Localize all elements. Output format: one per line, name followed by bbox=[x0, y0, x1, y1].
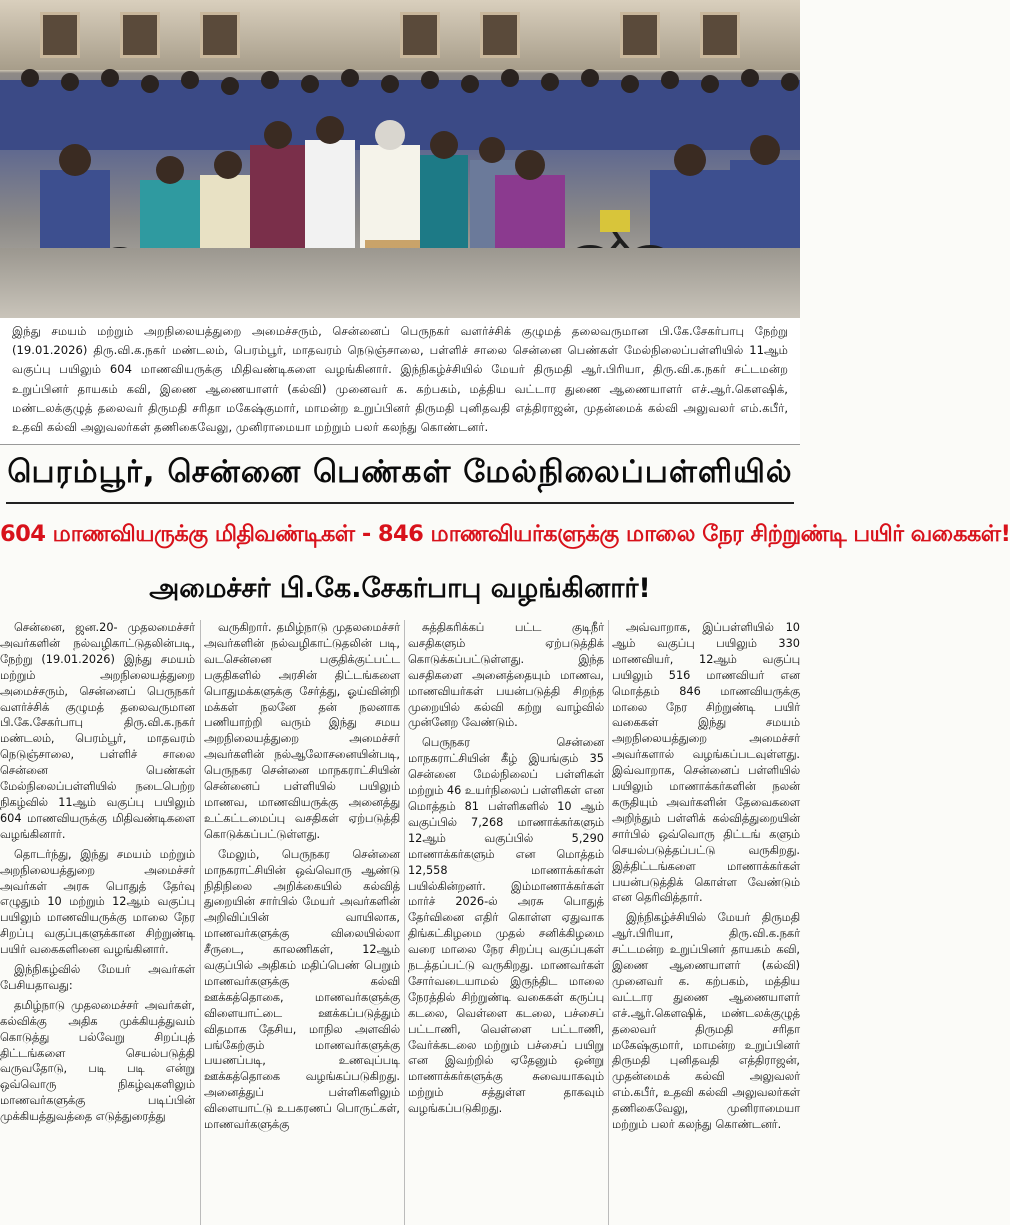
headline-line-1: பெரம்பூர், சென்னை பெண்கள் மேல்நிலைப்பள்ளியில் bbox=[7, 454, 793, 490]
ground bbox=[0, 248, 800, 318]
article-body bbox=[0, 620, 800, 1225]
paragraph: தொடர்ந்து, இந்து சமயம் மற்றும் அறநிலையத்துறை அமைச்சர் அவர்கள் அரசு பொதுத் தேர்வு எழுதும் 10 மற்றும் 12ஆம் வகுப்பு பயிலும் மாணவியருக்கு மாலை நேர சிறப்பு வகுப்புகளுக்கான சிற்றுண்டி பயிர் வகைகளினை வழங்கினார். bbox=[0, 847, 195, 957]
event-photo bbox=[0, 0, 800, 318]
paragraph: இந்நிகழ்ச்சியில் மேயர் திருமதி ஆர்.பிரியா, திரு.வி.க.நகர் சட்டமன்ற உறுப்பினர் தாயகம் கவி, இணை ஆணையாளர் (கல்வி) முனைவர் க. கற்பகம், மத்திய வட்டார துணை ஆணையாளர் எச்.ஆர்.கௌஷிக், மண்டலக்குழுத் தலைவர் திருமதி சரிதா மகேஷ்குமார், மாமன்ற உறுப்பினர் திருமதி புனிதவதி எத்திராஜன், முதன்மைக் கல்வி அலுவலர் எம்.கபீர், உதவி கல்வி அலுவலர்கள் தணிகைவேலு, முனிராமையா மற்றும் பலர் கலந்து கொண்டனர். bbox=[612, 911, 800, 1132]
headline-divider bbox=[6, 502, 794, 504]
paragraph: சுத்திகரிக்கப் பட்ட குடிநீர் வசதிகளும் ஏற்படுத்திக் கொடுக்கப்பட்டுள்ளது. இந்த வசதிகளை அனைத்தையும் மாணவ, மாணவியர்கள் பயன்படுத்தி சிறந்த முறையில் கல்வி கற்று வாழ்வில் முன்னேற வேண்டும். bbox=[408, 621, 604, 730]
caption-text: இந்து சமயம் மற்றும் அறநிலையத்துறை அமைச்சரும், சென்னைப் பெருநகர் வளர்ச்சிக் குழுமத் தலைவருமான பி.கே.சேகர்பாபு நேற்று (19.01.2026) திரு.வி.க.நகர் மண்டலம், பெரம்பூர், மாதவரம் நெடுஞ்சாலை, பள்ளிச் சாலை சென்னை பெண்கள் மேல்நிலைப்பள்ளியில் 11ஆம் வகுப்பு பயிலும் 604 மாணவியருக்கு மிதிவண்டிகளை வழங்கினார். இந்நிகழ்ச்சியில் மேயர் திருமதி ஆர்.பிரியா, திரு.வி.க.நகர் சட்டமன்ற உறுப்பினர் தாயகம் கவி, இணை ஆணையாளர் (கல்வி) முனைவர் க. கற்பகம், மத்திய வட்டார துணை ஆணையாளர் எச்.ஆர்.கௌஷிக், மண்டலக்குழுத் தலைவர் திருமதி சரிதா மகேஷ்குமார், மாமன்ற உறுப்பினர் திருமதி புனிதவதி எத்திராஜன், முதன்மைக் கல்வி அலுவலர் எம்.கபீர், உதவி கல்வி அலுவலர்கள் தணிகைவேலு, முனிராமையா மற்றும் பலர் கலந்து கொண்டனர். bbox=[12, 324, 788, 435]
paragraph: வருகிறார். தமிழ்நாடு முதலமைச்சர் அவர்களின் நல்வழிகாட்டுதலின் படி, வடசென்னை பகுதிக்குட்பட்ட பகுதிகளில் அரசின் திட்டங்களை பொதுமக்களுக்கு சேர்த்து, ஓய்வின்றி மக்கள் நலனே தன் நலனாக பணியாற்றி வரும் இந்து சமய அறநிலையத்துறை அமைச்சர் அவர்களின் நல்ஆலோசனையின்படி, பெருநகர சென்னை மாநகராட்சியின் சென்னைப் பள்ளியில் பயிலும் மாணவ, மாணவியருக்கு அனைத்து உட்கட்டமைப்பு வசதிகள் ஏற்படுத்தி கொடுக்கப்பட்டுள்ளது. bbox=[204, 621, 400, 841]
headline-line-3: அமைச்சர் பி.கே.சேகர்பாபு வழங்கினார்! bbox=[149, 573, 651, 604]
article-column-2 bbox=[204, 620, 400, 1225]
photo-caption bbox=[0, 318, 800, 445]
paragraph: மேலும், பெருநகர சென்னை மாநகராட்சியின் ஒவ்வொரு ஆண்டு நிதிநிலை அறிக்கையில் கல்வித் துறையின் சார்பில் மேயர் அவர்களின் அறிவிப்பின் வாயிலாக, மாணவர்களுக்கு விலையில்லா சீருடை, காலணிகள், 12ஆம் வகுப்பில் அதிகம் மதிப்பெண் பெறும் மாணவர்களுக்கு கல்வி ஊக்கத்தொகை, மாணவர்களுக்கு விளையாட்டை ஊக்கப்படுத்தும் விதமாக தேசிய, மாநில அளவில் பங்கேற்கும் மாணவர்களுக்கு பயணப்படி, உணவுப்படி ஊக்கத்தொகை வழங்கப்படுகிறது. அனைத்துப் பள்ளிகளிலும் விளையாட்டு உபகரணப் பொருட்கள், மாணவர்களுக்கு bbox=[204, 847, 400, 1132]
article-column-1 bbox=[0, 620, 195, 1225]
paragraph: தமிழ்நாடு முதலமைச்சர் அவர்கள், கல்விக்கு அதிக முக்கியத்துவம் கொடுத்து பல்வேறு சிறப்புத் திட்டங்களை செயல்படுத்தி வருவதோடு, படி படி என்று ஒவ்வொரு நிகழ்வுகளிலும் மாணவர்களுக்கு படிப்பின் முக்கியத்துவத்தை எடுத்துரைத்து bbox=[0, 998, 195, 1124]
headline-line-2: 604 மாணவியருக்கு மிதிவண்டிகள் - 846 மாணவியர்களுக்கு மாலை நேர சிற்றுண்டி பயிர் வகைகள்! bbox=[0, 521, 1010, 547]
paragraph: இந்நிகழ்வில் மேயர் அவர்கள் பேசியதாவது: bbox=[0, 963, 195, 992]
paragraph: பெருநகர சென்னை மாநகராட்சியின் கீழ் இயங்கும் 35 சென்னை மேல்நிலைப் பள்ளிகள் மற்றும் 46 உயர்நிலைப் பள்ளிகள் என மொத்தம் 81 பள்ளிகளில் 10 ஆம் வகுப்பில் 7,268 மாணாக்கர்களும் 12ஆம் வகுப்பில் 5,290 மாணாக்கர்களும் என மொத்தம் 12,558 மாணாக்கர்கள் பயில்கின்றனர். இம்மாணாக்கர்கள் மார்ச் 2026-ல் அரசு பொதுத் தேர்வினை எதிர் கொள்ள ஏதுவாக திங்கட்கிழமை முதல் சனிக்கிழமை வரை மாலை நேர சிறப்பு வகுப்புகள் நடத்தப்பட்டு வருகிறது. மாணவர்கள் சோர்வடையாமல் இருந்திட மாலை நேரத்தில் சிற்றுண்டி வகைகள் கருப்பு கடலை, வெள்ளை கடலை, பச்சைப் பட்டாணி, வெள்ளை பட்டாணி, வேர்க்கடலை மற்றும் பச்சைப் பயிறு என இவற்றில் ஏதேனும் ஒன்று மாணாக்கர்களுக்கு சுவையாகவும் மற்றும் சத்துள்ள தாகவும் வழங்கப்படுகிறது. bbox=[408, 736, 604, 1116]
paragraph: சென்னை, ஜன.20- முதலமைச்சர் அவர்களின் நல்வழிகாட்டுதலின்படி, நேற்று (19.01.2026) இந்து சமயம் மற்றும் அறநிலையத்துறை அமைச்சரும், சென்னைப் பெருநகர் வளர்ச்சிக் குழுமத் தலைவருமான பி.கே.சேகர்பாபு திரு.வி.க.நகர் மண்டலம், பெரம்பூர், மாதவரம் நெடுஞ்சாலை, பள்ளிச் சாலை சென்னை பெண்கள் மேல்நிலைப்பள்ளியில் நடைபெற்ற நிகழ்வில் 11ஆம் வகுப்பு பயிலும் 604 மாணவியருக்கு மிதிவண்டிகளை வழங்கினார். bbox=[0, 621, 195, 841]
paragraph: அவ்வாறாக, இப்பள்ளியில் 10 ஆம் வகுப்பு பயிலும் 330 மாணவியர், 12ஆம் வகுப்பு பயிலும் 516 மாணவியர் என மொத்தம் 846 மாணவியருக்கு மாலை நேர சிற்றுண்டி பயிர் வகைகள் இந்து சமயம் அறநிலையத்துறை அமைச்சர் அவர்களால் வழங்கப்படவுள்ளது. இவ்வாறாக, சென்னைப் பள்ளியில் பயிலும் மாணாக்கர்களின் நலன் கருதியும் அவர்களின் தேவைகளை அறிந்தும் பள்ளிக் கல்வித்துறையின் சார்பில் ஒவ்வொரு திட்டங் களும் செயல்படுத்தப்பட்டு வருகிறது. இத்திட்டங்களை மாணாக்கர்கள் பயன்படுத்திக் கொள்ள வேண்டும் என தெரிவித்தார். bbox=[612, 621, 800, 905]
article-column-3 bbox=[408, 620, 604, 1225]
article-column-4 bbox=[612, 620, 800, 1225]
